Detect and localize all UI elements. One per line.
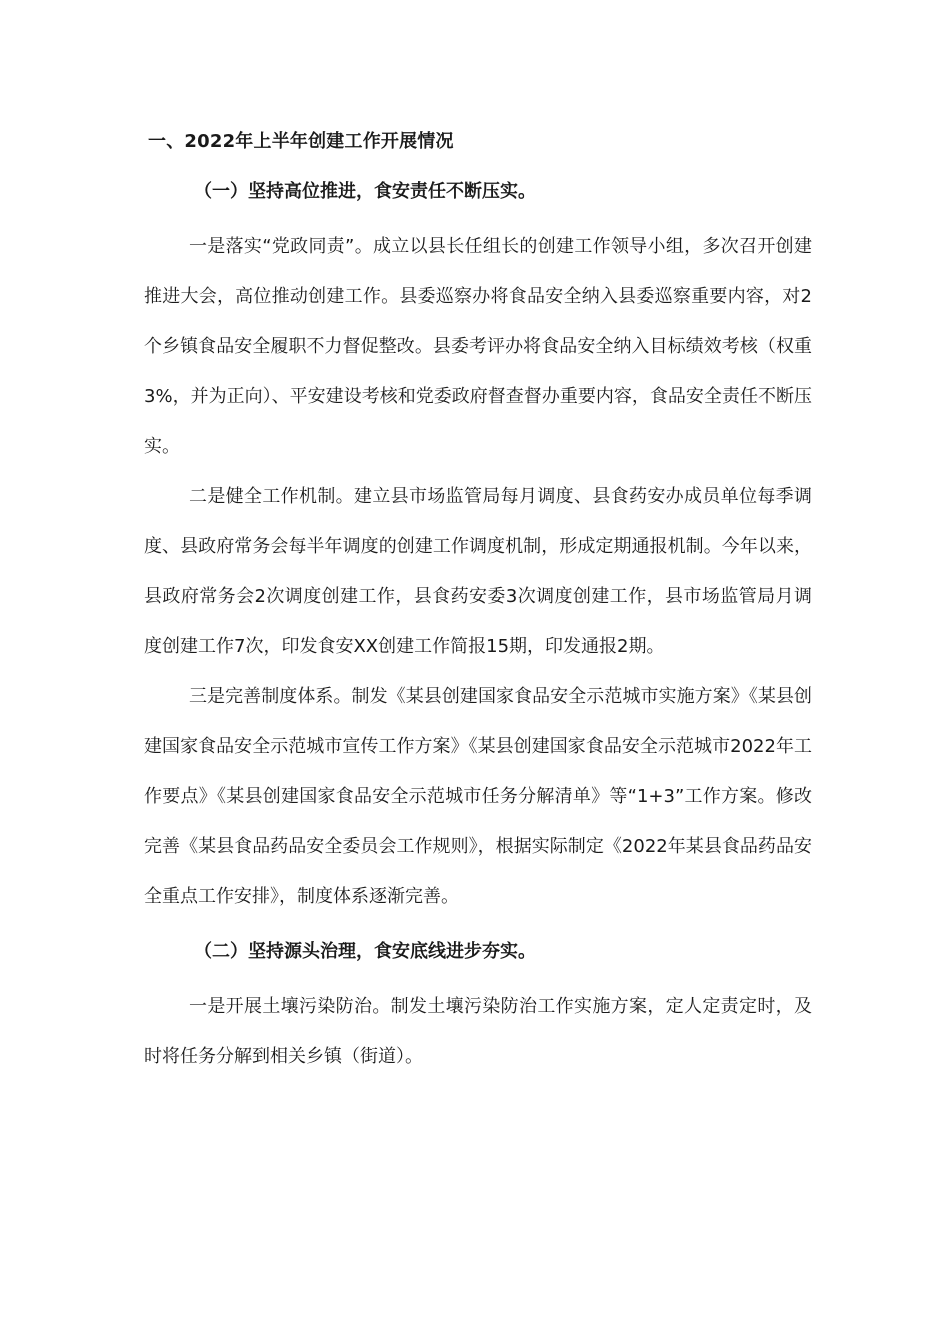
paragraph: 三是完善制度体系。制发《某县创建国家食品安全示范城市实施方案》《某县创建国家食品安全示范城市宣传工作方案》《某县创建国家食品安全示范城市2022年工作要点》《某县创建国家食品安全示范城市任务分解清单》等“1+3”工作方案。修改完善《某县食品药品安全委员会工作规则》，根据实际制定《2022年某县食品药品安全重点工作安排》，制度体系逐渐完善。: [144, 686, 812, 907]
subsection-title-2: （二）坚持源头治理，食安底线进步夯实。: [194, 941, 536, 962]
document-body: [144, 122, 812, 1082]
paragraph: 一是落实“党政同责”。成立以县长任组长的创建工作领导小组，多次召开创建推进大会，高位推动创建工作。县委巡察办将食品安全纳入县委巡察重要内容，对2个乡镇食品安全履职不力督促整改。县委考评办将食品安全纳入目标绩效考核（权重3%，并为正向）、平安建设考核和党委政府督查督办重要内容，食品安全责任不断压实。: [144, 236, 812, 457]
section-title: 一、2022年上半年创建工作开展情况: [148, 131, 454, 152]
paragraph: 二是健全工作机制。建立县市场监管局每月调度、县食药安办成员单位每季调度、县政府常务会每半年调度的创建工作调度机制，形成定期通报机制。今年以来，县政府常务会2次调度创建工作，县食药安委3次调度创建工作，县市场监管局月调度创建工作7次，印发食安XX创建工作简报15期，印发通报2期。: [144, 486, 812, 657]
paragraph: 一是开展土壤污染防治。制发土壤污染防治工作实施方案，定人定责定时，及时将任务分解到相关乡镇（街道）。: [144, 996, 812, 1067]
subsection-title-1: （一）坚持高位推进，食安责任不断压实。: [194, 181, 536, 202]
